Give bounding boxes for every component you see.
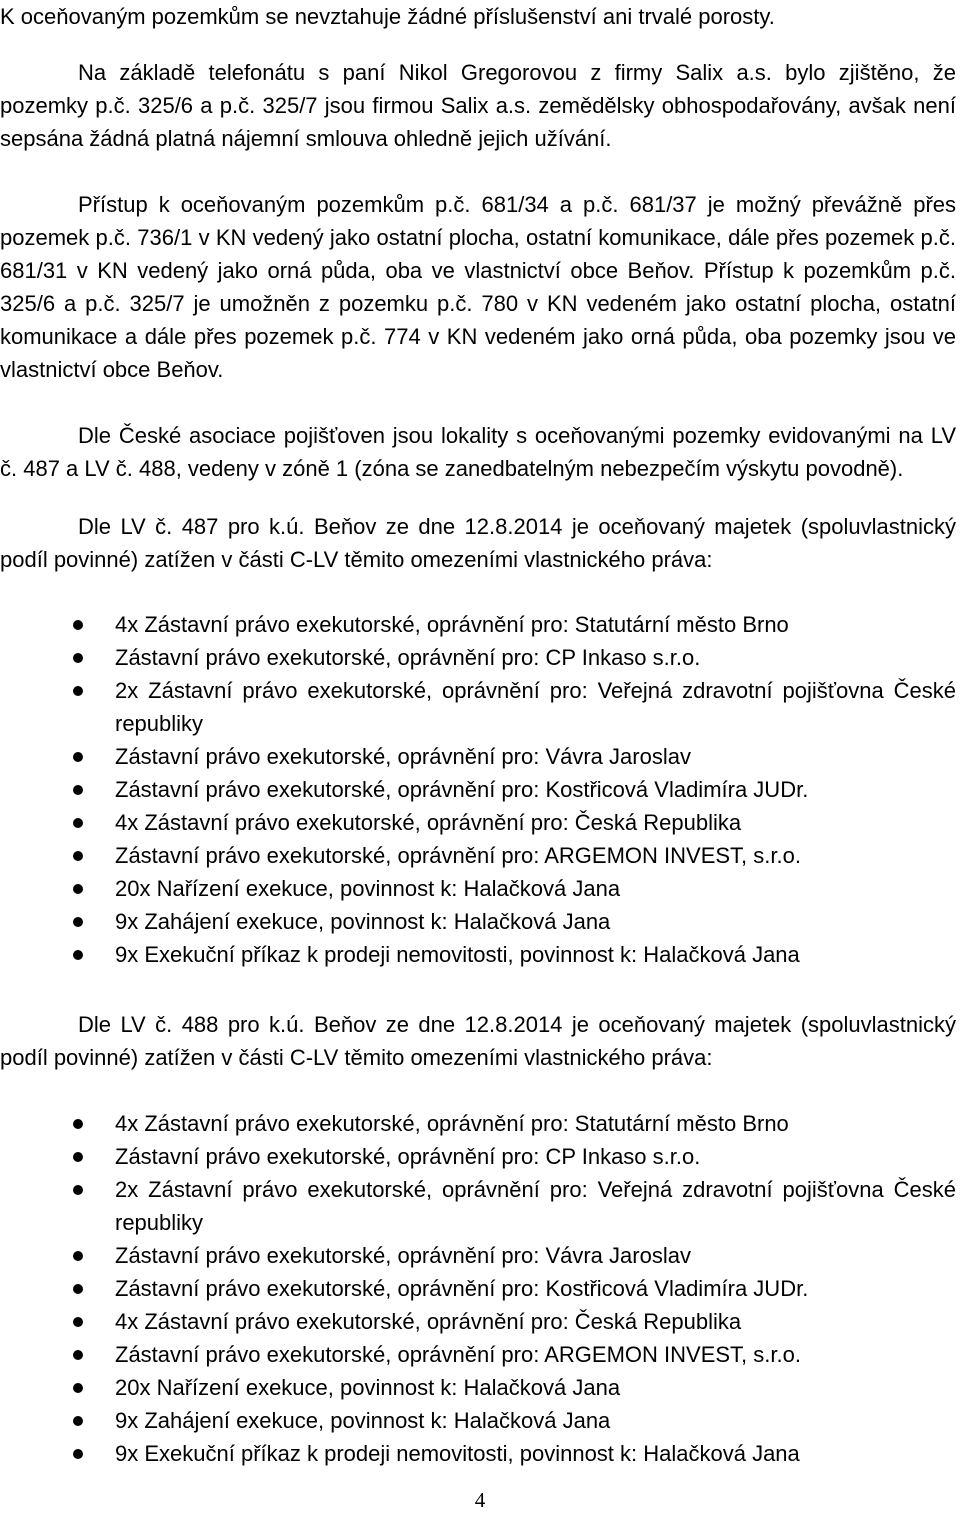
bullet-icon [73, 1152, 83, 1162]
list-item [0, 806, 956, 839]
bullet-icon [73, 1416, 83, 1426]
list-item-text: 4x Zástavní právo exekutorské, oprávnění pro: Česká Republika [115, 810, 742, 835]
list-item [0, 1371, 956, 1404]
list-item-text: 20x Nařízení exekuce, povinnost k: Halačková Jana [115, 876, 621, 901]
paragraph-access: Přístup k oceňovaným pozemkům p.č. 681/34 a p.č. 681/37 je možný převážně přes pozemek p.č. 736/1 v KN vedený jako ostatní plocha, ostatní komunikace, dále přes pozemek p.č. 681/31 v KN vedený jako orná půda, oba ve vlastnictví obce Beňov. Přístup k pozemkům p.č. 325/6 a p.č. 325/7 je umožněn z pozemku p.č. 780 v KN vedeném jako ostatní plocha, ostatní komunikace a dále přes pozemek p.č. 774 v KN vedeném jako orná půda, oba pozemky jsou ve vlastnictví obce Beňov. [0, 192, 956, 382]
bullet-icon [73, 851, 83, 861]
bullet-icon [73, 686, 83, 696]
list-item [0, 938, 956, 971]
list-item-text: Zástavní právo exekutorské, oprávnění pro: Kostřicová Vladimíra JUDr. [115, 777, 809, 802]
list-item-text: 2x Zástavní právo exekutorské, oprávnění pro: Veřejná zdravotní pojišťovna České republiky [115, 678, 956, 736]
bullet-icon [73, 785, 83, 795]
list-item [0, 1140, 956, 1173]
bullet-icon [73, 1251, 83, 1261]
list-item [0, 773, 956, 806]
bullet-icon [73, 1284, 83, 1294]
list-item-text: 9x Exekuční příkaz k prodeji nemovitosti, povinnost k: Halačková Jana [115, 1441, 800, 1466]
paragraph-phone-call: Na základě telefonátu s paní Nikol Gregorovou z firmy Salix a.s. bylo zjištěno, že pozemky p.č. 325/6 a p.č. 325/7 jsou firmou Salix a.s. zemědělsky obhospodařovány, avšak není sepsána žádná platná nájemní smlouva ohledně jejich užívání. [0, 60, 956, 151]
paragraph-accessories: K oceňovaným pozemkům se nevztahuje žádné příslušenství ani trvalé porosty. [0, 4, 775, 29]
list-item [0, 872, 956, 905]
list-item-text: Zástavní právo exekutorské, oprávnění pro: Kostřicová Vladimíra JUDr. [115, 1276, 809, 1301]
list-item [0, 1404, 956, 1437]
list-item-text: 4x Zástavní právo exekutorské, oprávnění pro: Statutární město Brno [115, 612, 789, 637]
bullet-icon [73, 884, 83, 894]
bullet-icon [73, 1449, 83, 1459]
paragraph-lv488-intro: Dle LV č. 488 pro k.ú. Beňov ze dne 12.8.2014 je oceňovaný majetek (spoluvlastnický podíl povinné) zatížen v části C-LV těmito omezeními vlastnického práva: [0, 1012, 956, 1070]
bullet-icon [73, 818, 83, 828]
list-item [0, 1338, 956, 1371]
list-item [0, 641, 956, 674]
bullet-icon [73, 620, 83, 630]
list-item-text: Zástavní právo exekutorské, oprávnění pro: CP Inkaso s.r.o. [115, 645, 701, 670]
list-item-text: 2x Zástavní právo exekutorské, oprávnění pro: Veřejná zdravotní pojišťovna České republiky [115, 1177, 956, 1235]
list-item [0, 1239, 956, 1272]
bullet-icon [73, 950, 83, 960]
paragraph-lv487-intro: Dle LV č. 487 pro k.ú. Beňov ze dne 12.8.2014 je oceňovaný majetek (spoluvlastnický podíl povinné) zatížen v části C-LV těmito omezeními vlastnického práva: [0, 514, 956, 572]
list-item-text: 4x Zástavní právo exekutorské, oprávnění pro: Česká Republika [115, 1309, 742, 1334]
list-item [0, 905, 956, 938]
list-item [0, 839, 956, 872]
list-item-text: 20x Nařízení exekuce, povinnost k: Halačková Jana [115, 1375, 621, 1400]
list-item-text: 9x Zahájení exekuce, povinnost k: Halačková Jana [115, 1408, 611, 1433]
list-item [0, 674, 956, 740]
list-item-text: Zástavní právo exekutorské, oprávnění pro: Vávra Jaroslav [115, 1243, 691, 1268]
bullet-icon [73, 752, 83, 762]
list-item [0, 1173, 956, 1239]
bullet-icon [73, 653, 83, 663]
page-number: 4 [474, 1488, 486, 1512]
list-item-text: Zástavní právo exekutorské, oprávnění pro: CP Inkaso s.r.o. [115, 1144, 701, 1169]
bullet-icon [73, 1317, 83, 1327]
list-item [0, 608, 956, 641]
list-item [0, 740, 956, 773]
bullet-icon [73, 1119, 83, 1129]
encumbrance-list-lv487 [0, 608, 956, 971]
bullet-icon [73, 1185, 83, 1195]
encumbrance-list-lv488 [0, 1107, 956, 1470]
list-item [0, 1272, 956, 1305]
list-item [0, 1107, 956, 1140]
bullet-icon [73, 917, 83, 927]
list-item-text: 4x Zástavní právo exekutorské, oprávnění pro: Statutární město Brno [115, 1111, 789, 1136]
list-item [0, 1305, 956, 1338]
paragraph-flood-zone: Dle České asociace pojišťoven jsou lokality s oceňovanými pozemky evidovanými na LV č. 487 a LV č. 488, vedeny v zóně 1 (zóna se zanedbatelným nebezpečím výskytu povodně). [0, 423, 956, 481]
list-item-text: 9x Exekuční příkaz k prodeji nemovitosti, povinnost k: Halačková Jana [115, 942, 800, 967]
bullet-icon [73, 1383, 83, 1393]
bullet-icon [73, 1350, 83, 1360]
list-item [0, 1437, 956, 1470]
list-item-text: 9x Zahájení exekuce, povinnost k: Halačková Jana [115, 909, 611, 934]
list-item-text: Zástavní právo exekutorské, oprávnění pro: Vávra Jaroslav [115, 744, 691, 769]
list-item-text: Zástavní právo exekutorské, oprávnění pro: ARGEMON INVEST, s.r.o. [115, 1342, 801, 1367]
list-item-text: Zástavní právo exekutorské, oprávnění pro: ARGEMON INVEST, s.r.o. [115, 843, 801, 868]
